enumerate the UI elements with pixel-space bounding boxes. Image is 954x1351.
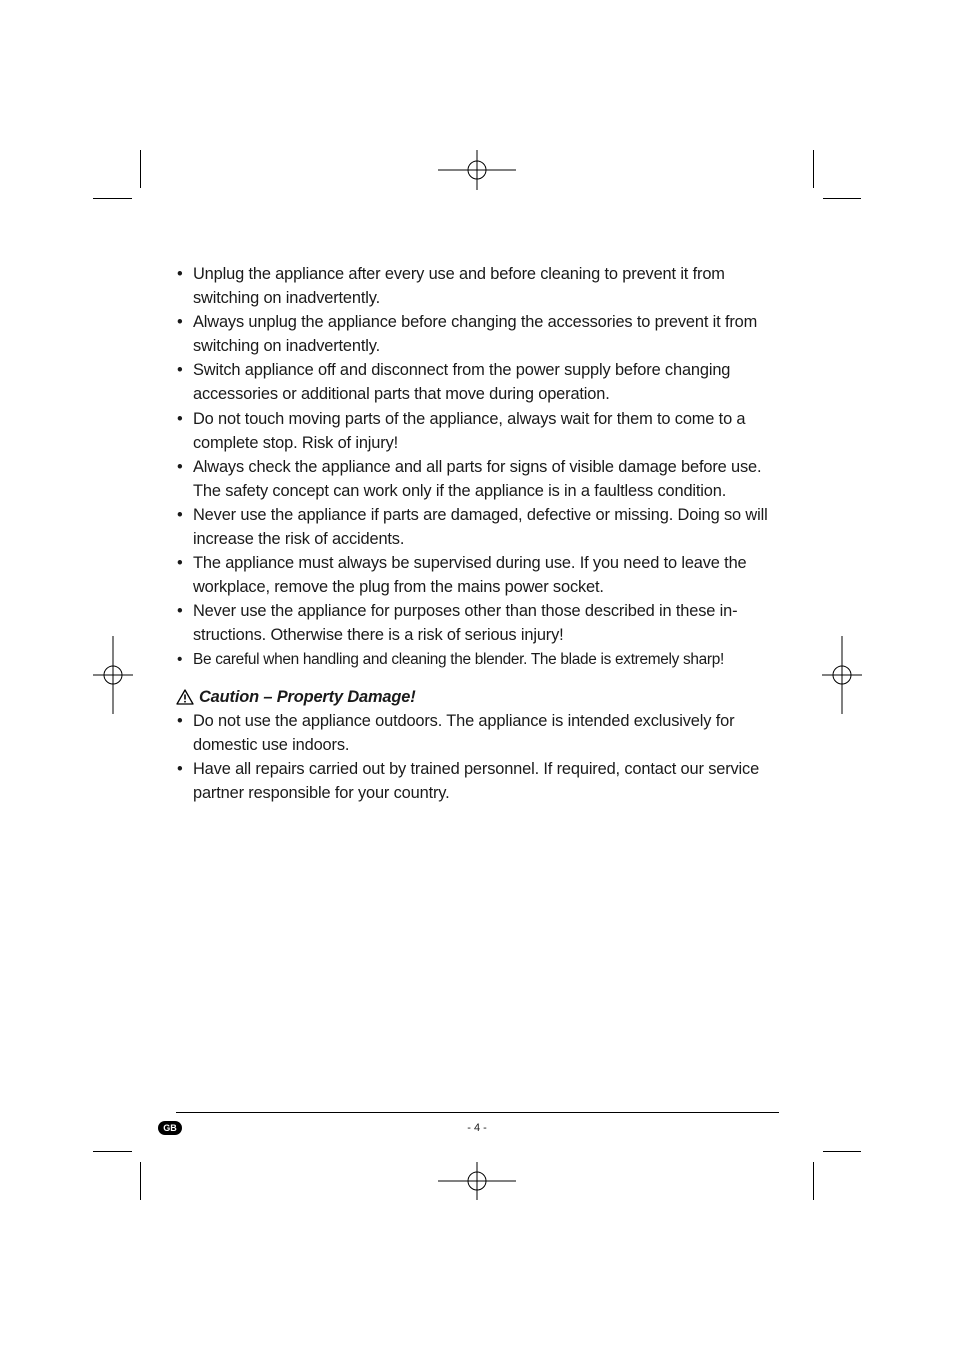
registration-mark-left xyxy=(93,636,133,714)
bullet: • xyxy=(177,711,183,730)
registration-mark-bottom xyxy=(438,1162,516,1200)
safety-list xyxy=(176,262,786,672)
list-item xyxy=(176,648,786,672)
registration-mark-top xyxy=(438,150,516,190)
list-item-text: Switch appliance off and disconnect from the power supply before changing accessories or additional parts that move during operation. xyxy=(193,361,731,404)
list-item-text: Never use the appliance for purposes other than those described in these in-structions. Otherwise there is a risk of serious injury! xyxy=(193,602,738,645)
list-item-text: Always check the appliance and all parts for signs of visible damage before use. The safety concept can work only if the appliance is in a faultless condition. xyxy=(193,457,762,500)
list-item xyxy=(176,358,786,406)
bullet: • xyxy=(177,457,183,476)
list-item xyxy=(176,310,786,358)
safety-instructions xyxy=(176,262,786,805)
caution-list xyxy=(176,709,786,805)
list-item xyxy=(176,599,786,647)
list-item-text: The appliance must always be supervised during use. If you need to leave the workplace, remove the plug from the mains power socket. xyxy=(193,554,747,597)
bullet: • xyxy=(177,602,183,621)
list-item-text: Be careful when handling and cleaning the blender. The blade is extremely sharp! xyxy=(193,650,724,668)
warning-triangle-icon xyxy=(176,689,194,705)
list-item-text: Always unplug the appliance before changing the accessories to prevent it from switching on inadvertently. xyxy=(193,313,758,356)
list-item-text: Unplug the appliance after every use and before cleaning to prevent it from switching on inadvertently. xyxy=(193,265,725,308)
list-item xyxy=(176,709,786,757)
list-item xyxy=(176,551,786,599)
bullet: • xyxy=(177,554,183,573)
list-item-text: Do not use the appliance outdoors. The appliance is intended exclusively for domestic use indoors. xyxy=(193,711,735,754)
list-item xyxy=(176,757,786,805)
list-item-text: Have all repairs carried out by trained personnel. If required, contact our service partner responsible for your country. xyxy=(193,759,760,802)
footer-divider xyxy=(176,1112,779,1113)
list-item xyxy=(176,407,786,455)
registration-mark-right xyxy=(822,636,862,714)
list-item xyxy=(176,503,786,551)
list-item-text: Never use the appliance if parts are damaged, defective or missing. Doing so will increase the risk of accidents. xyxy=(193,505,768,549)
list-item xyxy=(176,262,786,310)
bullet: • xyxy=(177,650,183,668)
caution-heading xyxy=(176,685,786,709)
page-number: - 4 - xyxy=(467,1122,487,1134)
language-badge: GB xyxy=(158,1121,182,1135)
bullet: • xyxy=(177,361,183,380)
caution-title: Caution – Property Damage! xyxy=(199,687,416,706)
bullet: • xyxy=(177,313,183,332)
bullet: • xyxy=(177,505,183,524)
list-item xyxy=(176,455,786,503)
bullet: • xyxy=(177,265,183,283)
bullet: • xyxy=(177,409,183,428)
bullet: • xyxy=(177,759,183,778)
list-item-text: Do not touch moving parts of the appliance, always wait for them to come to a complete stop. Risk of injury! xyxy=(193,409,746,452)
